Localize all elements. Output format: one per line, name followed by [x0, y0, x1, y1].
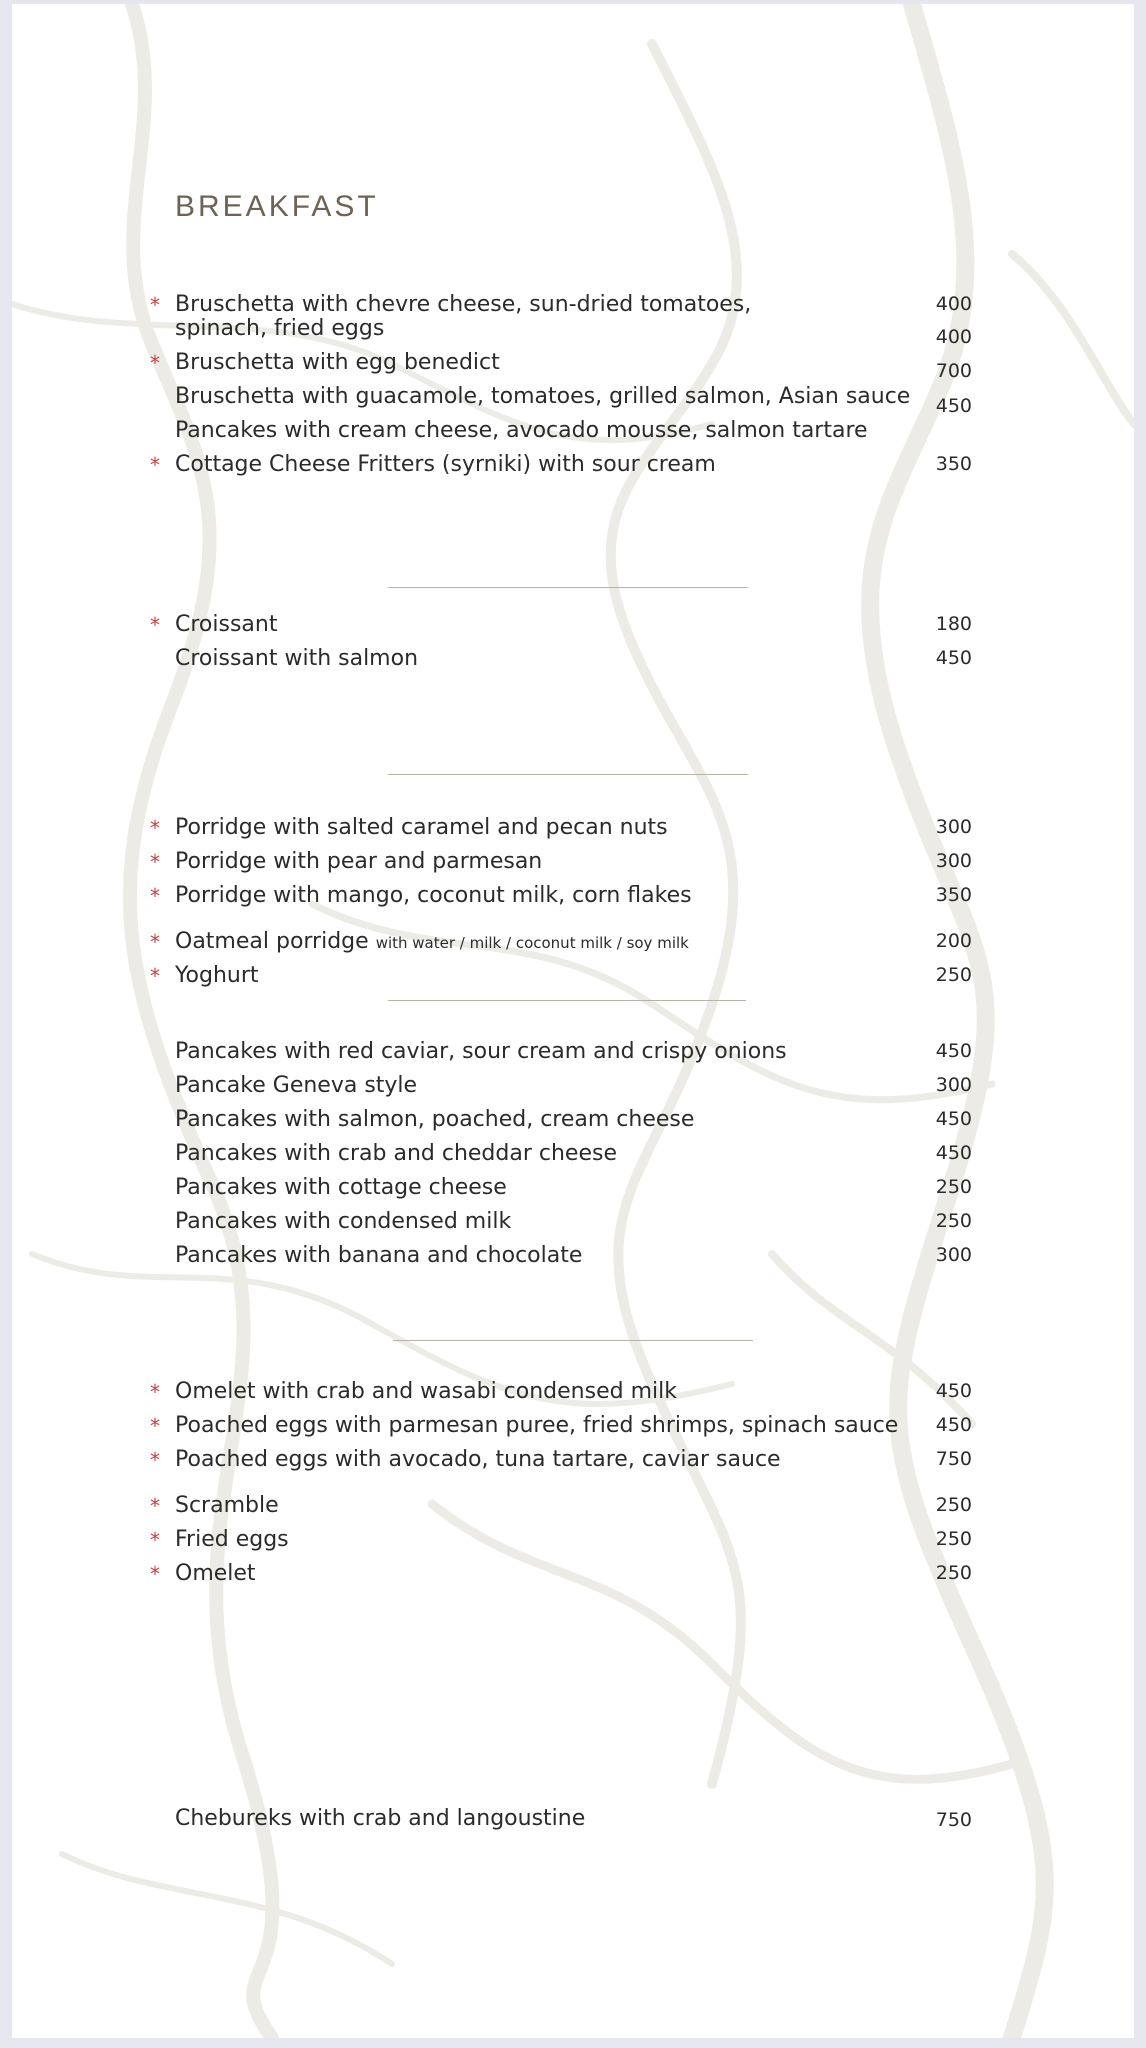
- item-name: Fried eggs: [175, 1527, 289, 1552]
- item-price: 300: [935, 816, 972, 838]
- item-name: Pancakes with cream cheese, avocado mousse, salmon tartare: [175, 418, 868, 443]
- star-icon: *: [150, 1494, 160, 1518]
- item-price: 250: [935, 1562, 972, 1584]
- menu-item: [12, 929, 1134, 959]
- menu-item: [12, 815, 1134, 845]
- item-name: Pancakes with red caviar, sour cream and crispy onions: [175, 1039, 787, 1064]
- item-name: Pancakes with cottage cheese: [175, 1175, 507, 1200]
- menu-item: [12, 1175, 1134, 1205]
- menu-item: [12, 1243, 1134, 1273]
- menu-item: [12, 1379, 1134, 1409]
- menu-item: [12, 1073, 1134, 1103]
- star-icon: *: [150, 351, 160, 375]
- menu-item: [12, 1413, 1134, 1443]
- menu-item: [12, 1447, 1134, 1477]
- item-name: Omelet: [175, 1561, 256, 1586]
- item-name: Pancake Geneva style: [175, 1073, 418, 1098]
- item-name: Porridge with pear and parmesan: [175, 849, 543, 874]
- star-icon: *: [150, 1528, 160, 1552]
- section-divider: [388, 587, 748, 588]
- item-price: 400: [935, 293, 972, 315]
- item-name: Pancakes with crab and cheddar cheese: [175, 1141, 617, 1166]
- section-divider: [393, 1340, 753, 1341]
- item-price: 400: [935, 326, 972, 348]
- star-icon: *: [150, 850, 160, 874]
- star-icon: *: [150, 1414, 160, 1438]
- item-name: Pancakes with banana and chocolate: [175, 1243, 583, 1268]
- item-price: 700: [935, 360, 972, 382]
- item-name: Scramble: [175, 1493, 279, 1518]
- item-price: 450: [935, 1142, 972, 1164]
- star-icon: *: [150, 964, 160, 988]
- star-icon: *: [150, 1562, 160, 1586]
- item-price: 200: [935, 930, 972, 952]
- item-note: with water / milk / coconut milk / soy milk: [375, 934, 689, 952]
- item-name: Croissant: [175, 612, 278, 637]
- item-price: 300: [935, 850, 972, 872]
- item-name: Pancakes with condensed milk: [175, 1209, 512, 1234]
- item-price: 250: [935, 1528, 972, 1550]
- item-name: Bruschetta with egg benedict: [175, 350, 500, 375]
- item-name: Bruschetta with chevre cheese, sun-dried tomatoes,: [175, 292, 752, 317]
- item-price: 450: [935, 1414, 972, 1436]
- menu-item: [12, 646, 1134, 676]
- item-price: 250: [935, 1494, 972, 1516]
- star-icon: *: [150, 293, 160, 317]
- star-icon: *: [150, 613, 160, 637]
- menu-item: [12, 849, 1134, 879]
- item-name: Croissant with salmon: [175, 646, 419, 671]
- menu-item: [12, 1039, 1134, 1069]
- item-title: Oatmeal porridge: [175, 929, 369, 954]
- menu-item: [12, 1561, 1134, 1591]
- menu-item: [12, 1493, 1134, 1523]
- star-icon: *: [150, 453, 160, 477]
- item-price: 450: [935, 1380, 972, 1402]
- star-icon: *: [150, 884, 160, 908]
- item-name: Porridge with mango, coconut milk, corn flakes: [175, 883, 692, 908]
- item-name-line2: spinach, fried eggs: [175, 316, 385, 341]
- item-price: 450: [935, 1108, 972, 1130]
- item-price: 300: [935, 1244, 972, 1266]
- star-icon: *: [150, 816, 160, 840]
- item-name: Bruschetta with guacamole, tomatoes, grilled salmon, Asian sauce: [175, 384, 911, 409]
- menu-item: [12, 418, 1134, 448]
- menu-item: [12, 1209, 1134, 1239]
- item-price: 450: [935, 1040, 972, 1062]
- star-icon: *: [150, 930, 160, 954]
- item-name: Poached eggs with parmesan puree, fried shrimps, spinach sauce: [175, 1413, 899, 1438]
- section-divider: [388, 1000, 746, 1001]
- item-price: 450: [935, 395, 972, 417]
- item-price: 250: [935, 964, 972, 986]
- item-name: Omelet with crab and wasabi condensed milk: [175, 1379, 677, 1404]
- item-name: Poached eggs with avocado, tuna tartare, caviar sauce: [175, 1447, 781, 1472]
- item-price: 250: [935, 1210, 972, 1232]
- item-price: 350: [935, 453, 972, 475]
- section-divider: [388, 774, 748, 775]
- menu-item: [12, 612, 1134, 642]
- menu-item: [12, 1527, 1134, 1557]
- menu-title: BREAKFAST: [175, 190, 379, 223]
- item-name: [175, 929, 689, 956]
- item-price: 180: [935, 613, 972, 635]
- item-price: 450: [935, 647, 972, 669]
- item-name: Pancakes with salmon, poached, cream cheese: [175, 1107, 695, 1132]
- item-name: Cottage Cheese Fritters (syrniki) with sour cream: [175, 452, 716, 477]
- menu-page: [12, 4, 1134, 2038]
- item-price: 750: [935, 1809, 972, 1831]
- item-name: Chebureks with crab and langoustine: [175, 1806, 586, 1831]
- menu-item: [12, 452, 1134, 482]
- star-icon: *: [150, 1380, 160, 1404]
- star-icon: *: [150, 1448, 160, 1472]
- item-price: 300: [935, 1074, 972, 1096]
- item-price: 750: [935, 1448, 972, 1470]
- item-name: Yoghurt: [175, 963, 259, 988]
- menu-item: [12, 1806, 1134, 1836]
- item-price: 350: [935, 884, 972, 906]
- item-price: 250: [935, 1176, 972, 1198]
- menu-item: [12, 883, 1134, 913]
- menu-item: [12, 963, 1134, 993]
- item-name: Porridge with salted caramel and pecan nuts: [175, 815, 668, 840]
- menu-item: [12, 1141, 1134, 1171]
- menu-item: [12, 1107, 1134, 1137]
